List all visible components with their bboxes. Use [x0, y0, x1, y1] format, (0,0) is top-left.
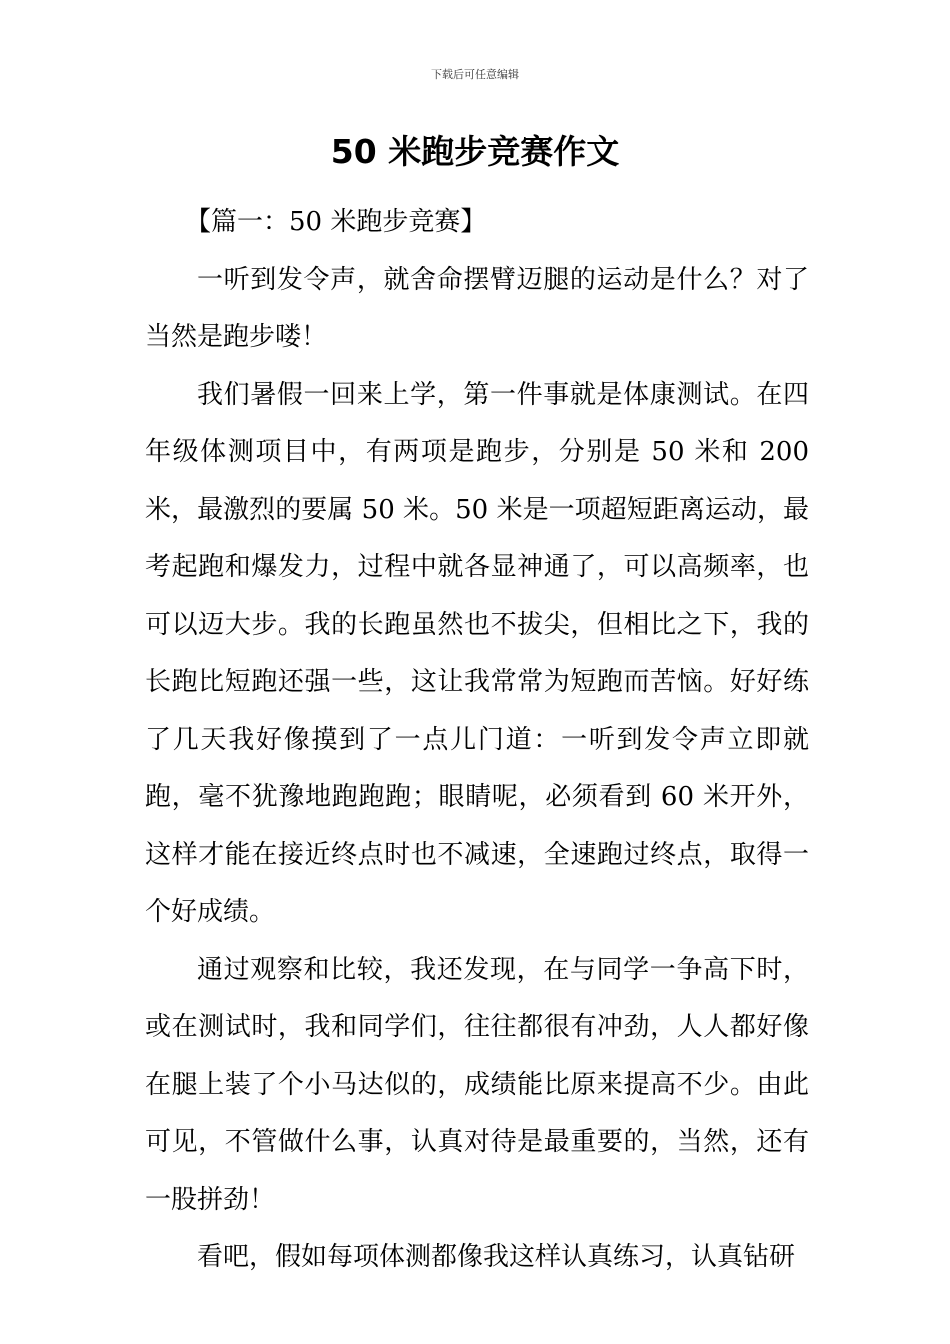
header-note: 下载后可任意编辑 [431, 68, 519, 81]
paragraph-2: 我们暑假一回来上学，第一件事就是体康测试。在四年级体测项目中，有两项是跑步，分别是 50 米和 200 米，最激烈的要属 50 米。50 米是一项超短距离运动，最考起跑和爆发力，过程中就各显神通了，可以高频率，也可以迈大步。我的长跑虽然也不拔尖，但相比之下，我的长跑比短跑还强一些，这让我常常为短跑而苦恼。好好练了几天我好像摸到了一点儿门道：一听到发令声立即就跑，毫不犹豫地跑跑跑；眼睛呢，必须看到 60 米开外，这样才能在接近终点时也不减速，全速跑过终点，取得一个好成绩。 [145, 379, 809, 927]
paragraph-1: 一听到发令声，就舍命摆臂迈腿的运动是什么？对了当然是跑步喽！ [145, 264, 809, 352]
document-body [145, 194, 809, 1287]
paragraph-3: 通过观察和比较，我还发现，在与同学一争高下时，或在测试时，我和同学们，往往都很有冲劲，人人都好像在腿上装了个小马达似的，成绩能比原来提高不少。由此可见，不管做什么事，认真对待是最重要的，当然，还有一股拼劲！ [145, 954, 809, 1215]
paragraph-4: 看吧，假如每项体测都像我这样认真练习，认真钻研 [197, 1242, 796, 1272]
section-heading: 【篇一：50 米跑步竞赛】 [185, 207, 487, 237]
document-title: 50 米跑步竞赛作文 [330, 132, 620, 171]
